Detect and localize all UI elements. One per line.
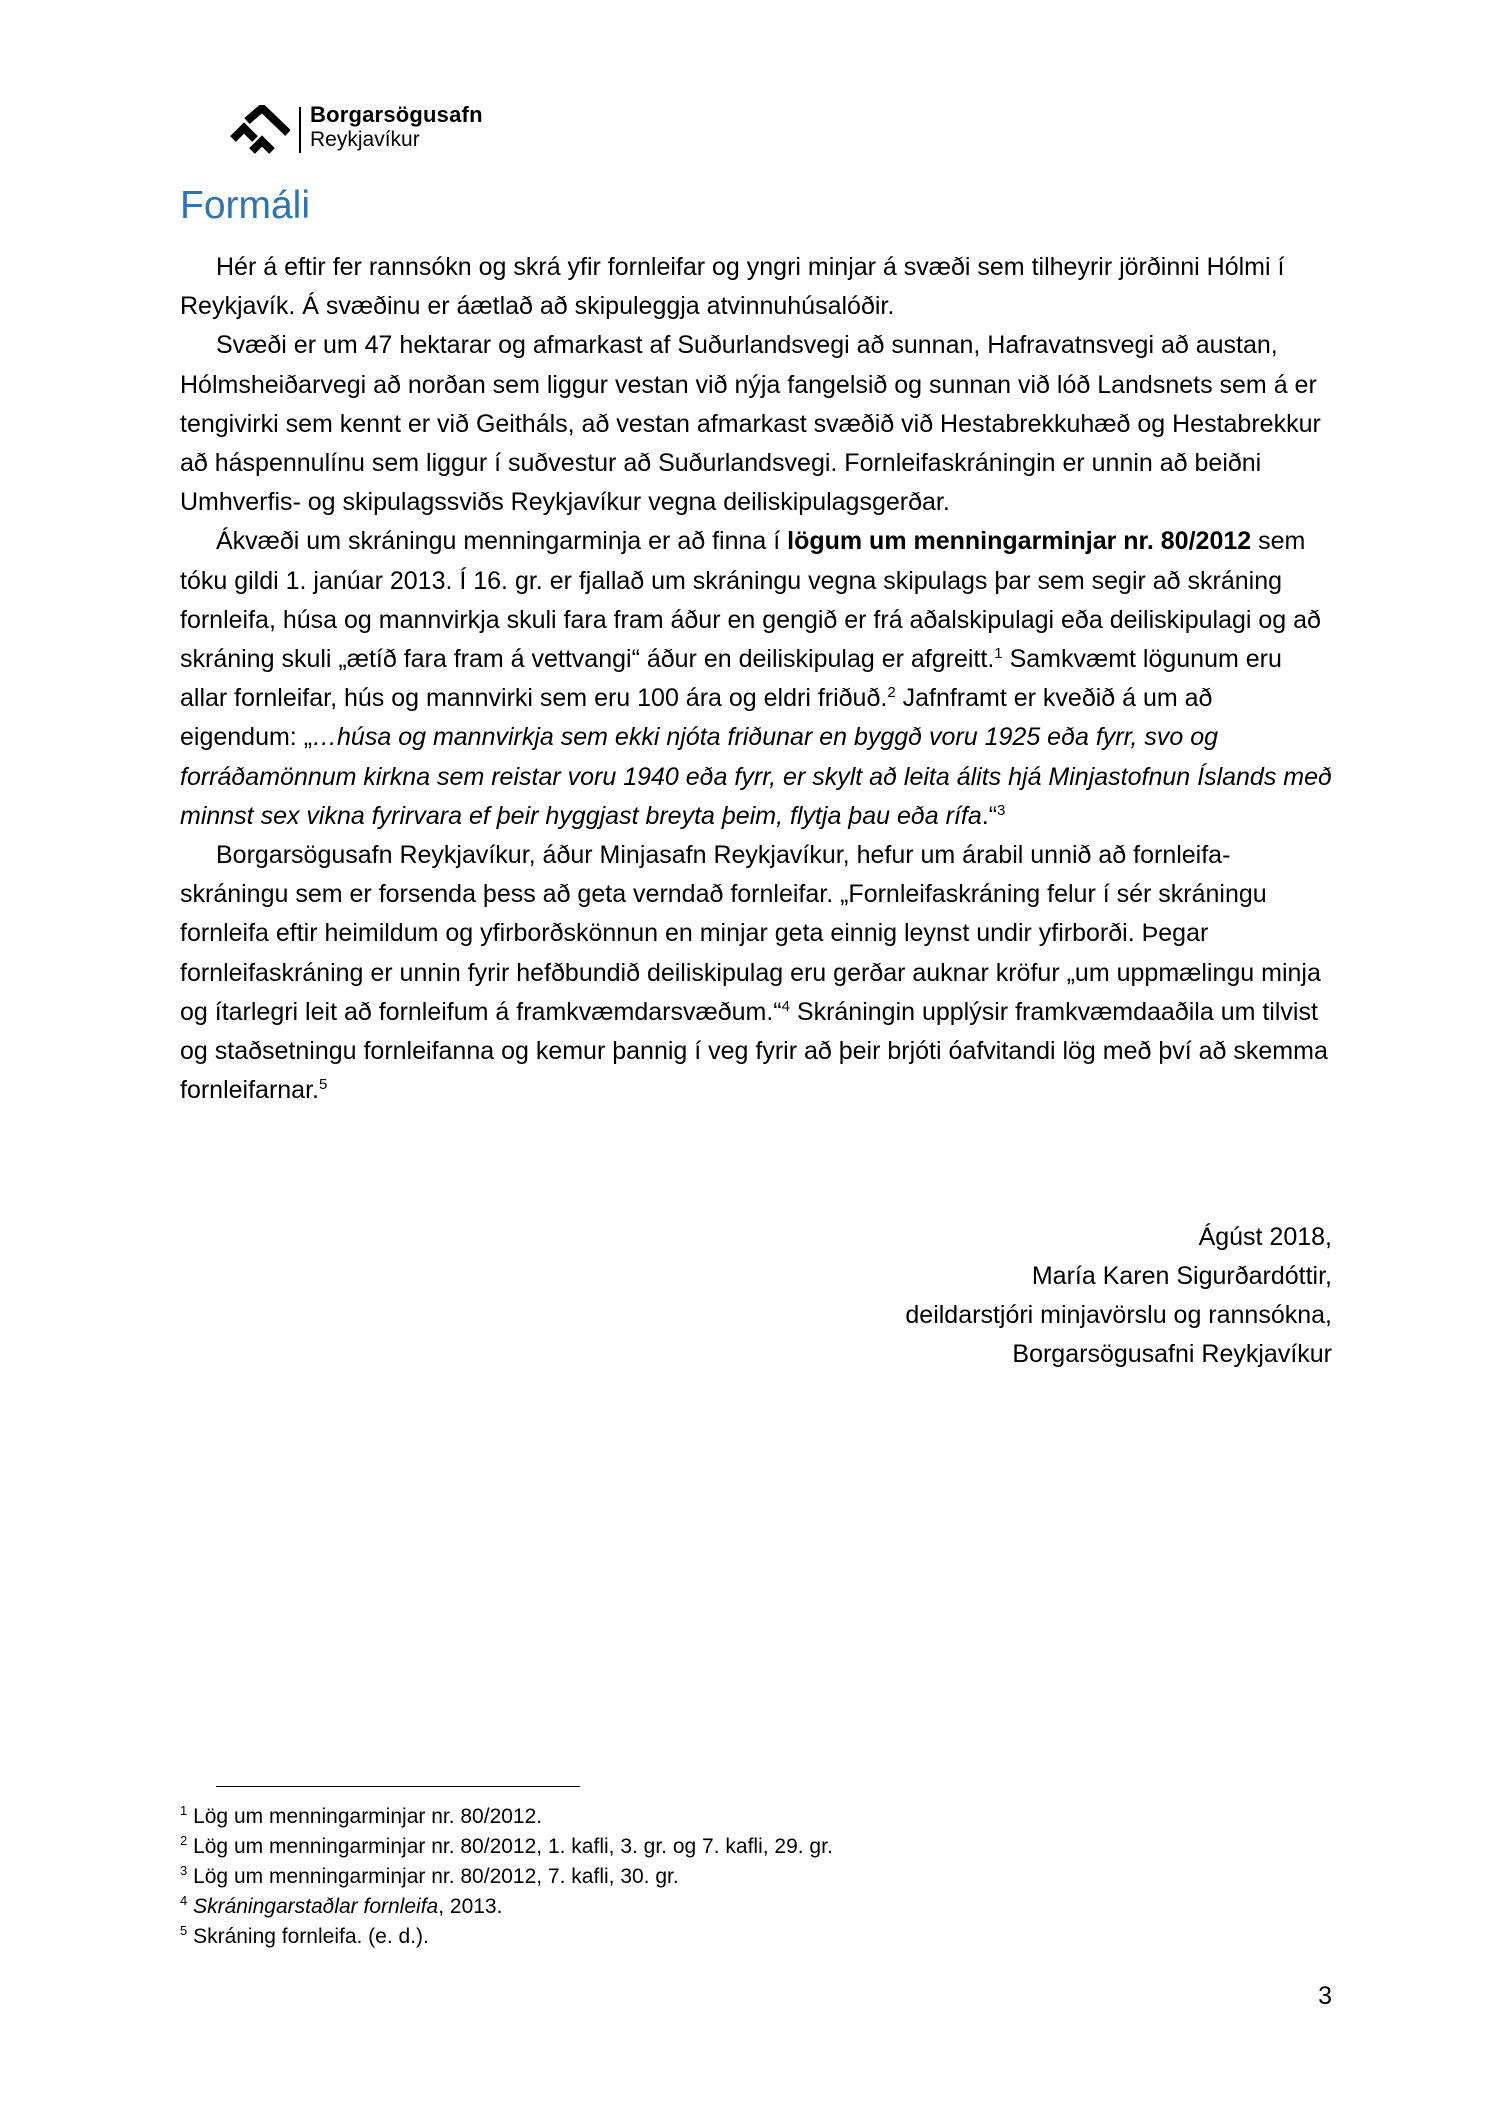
signature-role: deildarstjóri minjavörslu og rannsókna,	[905, 1301, 1332, 1329]
footnotes	[180, 1802, 833, 1952]
page-title: Formáli	[180, 184, 311, 227]
signature-name: María Karen Sigurðardóttir,	[1031, 1262, 1332, 1290]
footnote-5	[180, 1922, 833, 1952]
signature-block	[905, 1218, 1332, 1374]
footnote-text: Skráning fornleifa. (e. d.).	[193, 1925, 429, 1948]
borgarsogusafn-logo-icon	[230, 105, 290, 155]
paragraph-1: Hér á eftir fer rannsókn og skrá yfir fornleifar og yngri minjar á svæði sem tilheyrir jörðinni Hólmi í Reykjavík. Á svæðinu er áætlað að skipuleggja atvinnuhúsalóðir.	[180, 253, 1285, 321]
law-reference: lögum um menningarminjar nr. 80/2012	[787, 527, 1252, 556]
footnote-ref-1[interactable]: 1	[994, 645, 1003, 663]
footnote-text: Lög um menningarminjar nr. 80/2012, 1. kafli, 3. gr. og 7. kafli, 29. gr.	[193, 1835, 833, 1858]
body-text	[180, 248, 1332, 1110]
footnote-3	[180, 1862, 833, 1892]
footnote-text: Lög um menningarminjar nr. 80/2012, 7. kafli, 30. gr.	[193, 1865, 679, 1888]
signature-organization: Borgarsögusafni Reykjavíkur	[1012, 1340, 1332, 1368]
page-number: 3	[1318, 1982, 1332, 2010]
footnote-number: 2	[180, 1833, 188, 1848]
footnote-2	[180, 1832, 833, 1862]
paragraph-4-text: Skráningin upplýsir framkvæmdaaðila um tilvist og staðsetningu fornleifanna og kemur þannig í veg fyrir að þeir brjóti óafvitandi lög með því að skemma fornleifarnar.	[180, 997, 1328, 1105]
logo-name: Borgarsögusafn	[310, 102, 483, 127]
logo-divider	[299, 107, 301, 153]
signature-date: Ágúst 2018,	[1198, 1223, 1332, 1251]
paragraph-2: Svæði er um 47 hektarar og afmarkast af Suðurlandsvegi að sunnan, Hafravatnsvegi að austan, Hólmsheiðarvegi að norðan sem liggur vestan við nýja fangelsið og sunnan við lóð Landsnets sem á er tengivirki sem kennt er við Geitháls, að vestan afmarkast svæðið við Hestabrekkuhæð og Hestabrekkur að háspennulínu sem liggur í suðvestur að Suðurlandsvegi. Fornleifaskráningin er unnin að beiðni Umhverfis- og skipulagssviðs Reykjavíkur vegna deiliskipulagsgerðar.	[180, 331, 1321, 517]
paragraph-3-text: .“	[981, 801, 998, 830]
paragraph-3-text: sem tóku gildi 1. janúar 2013. Í 16. gr. er fjallað um skráningu vegna skipulags þar sem segir að skráning fornleifa, húsa og mannvirkja skuli fara fram áður en gengið er frá aðalskipulagi eða deiliskipulagi og að skráning skuli „ætíð fara fram á vettvangi“ áður en deiliskipulag er afgreitt.	[180, 527, 1321, 674]
footnote-1	[180, 1802, 833, 1832]
footnote-ref-4[interactable]: 4	[781, 997, 790, 1015]
logo-subname: Reykjavíkur	[310, 128, 420, 151]
footnote-ref-3[interactable]: 3	[997, 801, 1006, 819]
paragraph-4-text: Borgarsögusafn Reykjavíkur, áður Minjasafn Reykjavíkur, hefur um árabil unnið að fornleifa-skráningu sem er forsenda þess að geta verndað fornleifar. „Fornleifaskráning felur í sér skráningu fornleifa eftir heimildum og yfirborðskönnun en minjar geta einnig leynst undir yfirborði. Þegar fornleifaskráning er unnin fyrir hefðbundið deiliskipulag eru gerðar auknar kröfur „um uppmælingu minja og ítarlegri leit að fornleifum á framkvæmdarsvæðum.“	[180, 841, 1321, 1026]
footnote-number: 5	[180, 1923, 188, 1938]
footnote-number: 4	[180, 1893, 188, 1908]
paragraph-4	[180, 836, 1332, 1110]
footnote-text: , 2013.	[438, 1895, 503, 1918]
footnote-title: Skráningarstaðlar fornleifa	[193, 1895, 439, 1918]
footnote-4	[180, 1892, 833, 1922]
footnote-ref-5[interactable]: 5	[318, 1076, 328, 1094]
footnote-ref-2[interactable]: 2	[887, 684, 896, 702]
law-quotation: …húsa og mannvirkja sem ekki njóta friðunar en byggð voru 1925 eða fyrr, svo og forráðamönnum kirkna sem reistar voru 1940 eða fyrr, er skylt að leita álits hjá Minjastofnun Íslands með minnst sex vikna fyrirvara ef þeir hyggjast breyta þeim, flytja þau eða rífa	[180, 723, 1332, 830]
paragraph-3-text: Jafnframt er kveðið á um að eigendum: „	[180, 684, 1213, 752]
footnote-text: Lög um menningarminjar nr. 80/2012.	[193, 1805, 543, 1828]
footnote-number: 1	[180, 1803, 188, 1818]
footnote-number: 3	[180, 1863, 188, 1878]
paragraph-3-text: Samkvæmt lögunum eru allar fornleifar, hús og mannvirki sem eru 100 ára og eldri friðuð.	[180, 645, 1282, 713]
paragraph-3	[180, 522, 1332, 836]
paragraph-3-text: Ákvæði um skráningu menningarminja er að finna í	[216, 527, 788, 556]
footnote-separator	[216, 1786, 580, 1787]
